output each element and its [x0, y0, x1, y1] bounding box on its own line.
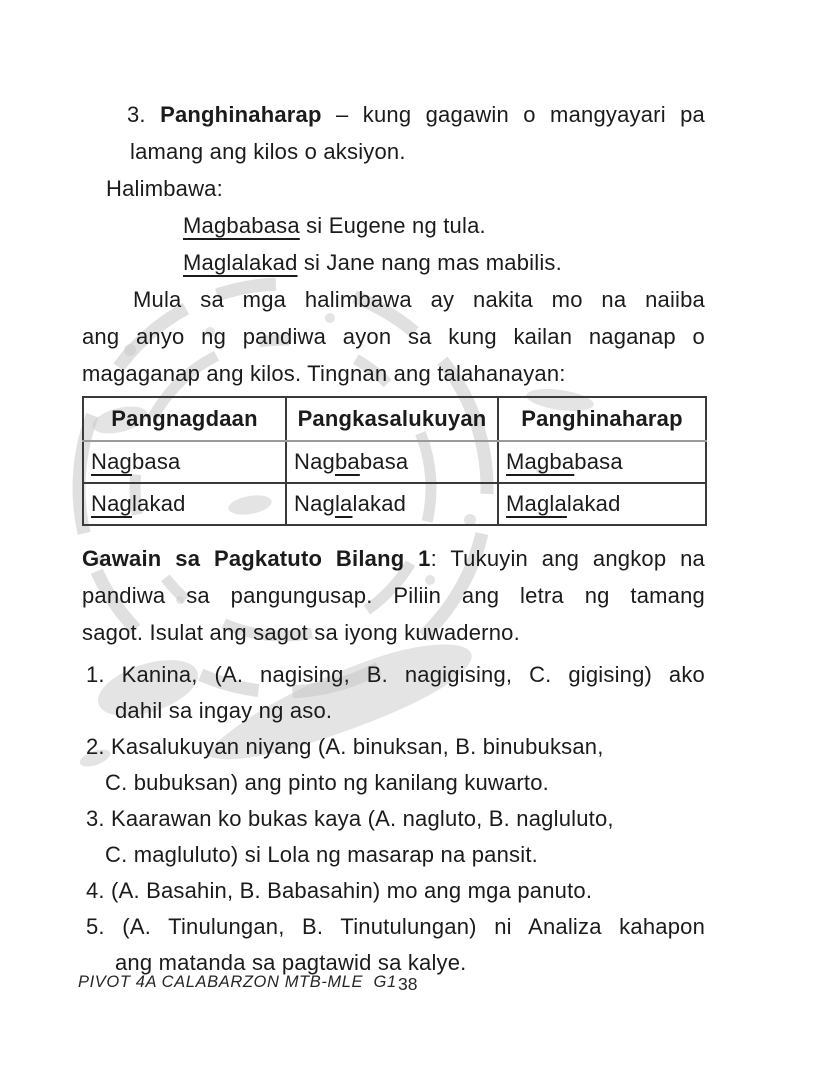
examples-label: Halimbawa: — [106, 176, 223, 201]
verb-tense-table — [82, 396, 707, 526]
exercise-item-2-line-1: 2. Kasalukuyan niyang (A. binuksan, B. binubuksan, — [86, 734, 604, 759]
activity-title: Gawain sa Pagkatuto Bilang 1 — [82, 546, 431, 571]
example-sentence-1 — [82, 207, 705, 244]
table-cell-magbabasa: Magbabasa — [498, 441, 706, 483]
example-1-underlined-verb: Magbabasa — [183, 213, 300, 238]
exercise-item-5-line-2: ang matanda sa pagtawid sa kalye. — [115, 950, 467, 975]
activity-instructions — [82, 540, 705, 651]
footer-module-title: PIVOT 4A CALABARZON MTB-MLE G1 — [78, 973, 397, 991]
table-header-pangkasalukuyan: Pangkasalukuyan — [286, 397, 498, 441]
table-header-row — [83, 397, 706, 441]
example-2-underlined-verb: Maglalakad — [183, 250, 298, 275]
definition-line-2: lamang ang kilos o aksiyon. — [130, 139, 406, 164]
table-cell-naglakad: Naglakad — [83, 483, 286, 525]
example-1-rest: si Eugene ng tula. — [299, 213, 486, 238]
paragraph-line-1: Mula sa mga halimbawa ay nakita mo na naiiba — [133, 287, 705, 312]
table-header-pangnagdaan: Pangnagdaan — [83, 397, 286, 441]
activity-instruction-line-2: pandiwa sa pangungusap. Piliin ang letra ng tamang — [82, 583, 705, 608]
example-sentence-2 — [82, 244, 705, 281]
activity-title-line — [82, 540, 705, 577]
table-cell-naglalakad: Naglalakad — [286, 483, 498, 525]
definition-rest: – kung gagawin o mangyayari pa — [321, 102, 705, 127]
example-2-rest: si Jane nang mas mabilis. — [297, 250, 562, 275]
paragraph-line-2: ang anyo ng pandiwa ayon sa kung kailan naganap o — [82, 324, 705, 349]
exercise-item-2-line-2: C. bubuksan) ang pinto ng kanilang kuwarto. — [105, 770, 549, 795]
table-header-panghinaharap: Panghinaharap — [498, 397, 706, 441]
paragraph-line-3: magaganap ang kilos. Tingnan ang talahanayan: — [82, 361, 566, 386]
activity-instruction-line-3: sagot. Isulat ang sagot sa iyong kuwaderno. — [82, 620, 520, 645]
exercise-item-4: 4. (A. Basahin, B. Babasahin) mo ang mga panuto. — [86, 878, 593, 903]
table-row — [83, 483, 706, 525]
exercise-item-5-line-1: 5. (A. Tinulungan, B. Tinutulungan) ni Analiza kahapon — [86, 914, 705, 939]
activity-instruction-start: : Tukuyin ang angkop na — [430, 546, 705, 571]
table-cell-maglalakad: Maglalakad — [498, 483, 706, 525]
table-row — [83, 441, 706, 483]
exercise-item-3-line-1: 3. Kaarawan ko bukas kaya (A. nagluto, B. nagluluto, — [86, 806, 614, 831]
table-cell-nagbasa: Nagbasa — [83, 441, 286, 483]
definition-term: Panghinaharap — [160, 102, 322, 127]
exercise-item-1-line-2: dahil sa ingay ng aso. — [115, 698, 333, 723]
table-cell-nagbabasa: Nagbabasa — [286, 441, 498, 483]
exercise-item-1-line-1: 1. Kanina, (A. nagising, B. nagigising, C. gigising) ako — [86, 662, 705, 687]
page-content — [82, 0, 705, 981]
exercise-list — [82, 657, 705, 981]
exercise-item-3-line-2: C. magluluto) si Lola ng masarap na pansit. — [105, 842, 538, 867]
definition-line-1 — [82, 96, 705, 133]
footer-page-number: 38 — [398, 974, 418, 994]
page-footer — [0, 973, 825, 999]
definition-number: 3. — [127, 102, 161, 127]
